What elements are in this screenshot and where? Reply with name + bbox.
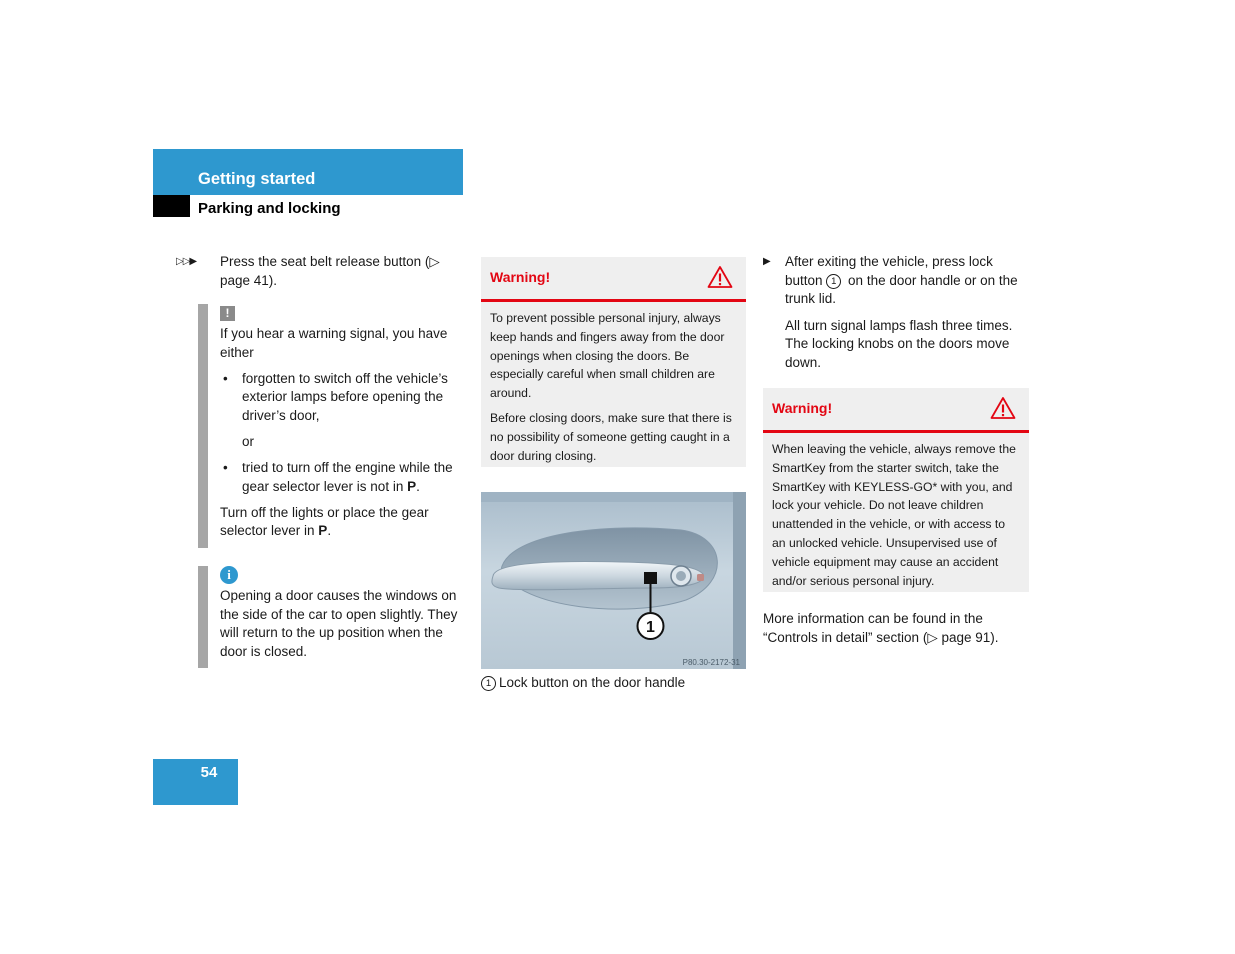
bullet-icon: • — [223, 370, 228, 386]
page-number: 54 — [200, 764, 218, 781]
warning-body — [763, 433, 1029, 602]
column-right — [763, 253, 1031, 373]
bullet-icon: • — [223, 460, 228, 476]
step-text: Press the seat belt release button (▷ page 41). — [220, 254, 440, 288]
column-left — [176, 253, 466, 290]
header-black-tab — [153, 195, 190, 217]
caution-intro: If you hear a warning signal, you have either — [220, 326, 448, 360]
callout-number: 1 — [826, 274, 841, 289]
exclamation-icon: ! — [220, 306, 235, 321]
warning-box-children — [763, 388, 1029, 592]
lock-step: ▶ After exiting the vehicle, press lock button 1 on the door handle or on the trunk lid. — [763, 253, 1031, 309]
info-note — [198, 566, 466, 668]
subsection-title: Parking and locking — [198, 200, 341, 217]
step-arrow-icon: ▶ — [763, 256, 770, 267]
caution-or: or — [242, 433, 255, 449]
continued-step — [176, 253, 466, 290]
warning-body — [481, 302, 746, 477]
step-result: All turn signal lamps flash three times. The locking knobs on the doors move down. — [785, 317, 1013, 370]
door-handle-illustration — [481, 492, 746, 669]
door-handle-photo — [481, 492, 746, 669]
caption-text: Lock button on the door handle — [499, 675, 686, 690]
image-callout: 1 — [646, 619, 655, 636]
section-title: Getting started — [198, 170, 316, 188]
more-info-text: More information can be found in the “Controls in detail” section (▷ page 91). — [763, 611, 999, 645]
warning-box-doors — [481, 257, 746, 467]
warning-header — [763, 388, 1029, 433]
continue-arrow-icon: ▷▷▶ — [176, 256, 197, 267]
warning-title: Warning! — [490, 269, 551, 285]
warning-title: Warning! — [772, 400, 833, 416]
list-item: • forgotten to switch off the vehicle’s exterior lamps before opening the driver’s door, — [223, 370, 448, 423]
note-bar — [198, 304, 208, 548]
warning-triangle-icon — [990, 396, 1016, 420]
warning-paragraph: When leaving the vehicle, always remove the SmartKey from the starter switch, take the SmartKey with KEYLESS-GO* with you, and lock your vehicle. Do not leave children unattended in the vehicle, or with access to an unlocked vehicle. Unsupervised use of vehicle equipment may cause an accident and/or serious personal injury. — [772, 442, 1016, 588]
warning-paragraph: To prevent possible personal injury, always keep hands and fingers away from the door openings when closing the doors. Be especially careful when small children are around. — [490, 311, 725, 401]
warning-triangle-icon — [707, 265, 733, 289]
caution-list — [220, 370, 466, 426]
image-code: P80.30-2172-31 — [682, 658, 740, 667]
caution-outro: Turn off the lights or place the gear selector lever in P. — [220, 504, 429, 539]
image-caption — [481, 674, 751, 693]
warning-paragraph: Before closing doors, make sure that there is no possibility of someone getting caught in a door during closing. — [490, 410, 732, 463]
info-icon: i — [220, 566, 238, 584]
caution-note — [198, 304, 466, 548]
list-item: • tried to turn off the engine while the gear selector lever is not in P. — [223, 460, 453, 494]
warning-header — [481, 257, 746, 302]
note-bar — [198, 566, 208, 668]
info-text: Opening a door causes the windows on the side of the car to open slightly. They will return to the up position when the door is closed. — [220, 588, 458, 659]
callout-number: 1 — [481, 676, 496, 691]
